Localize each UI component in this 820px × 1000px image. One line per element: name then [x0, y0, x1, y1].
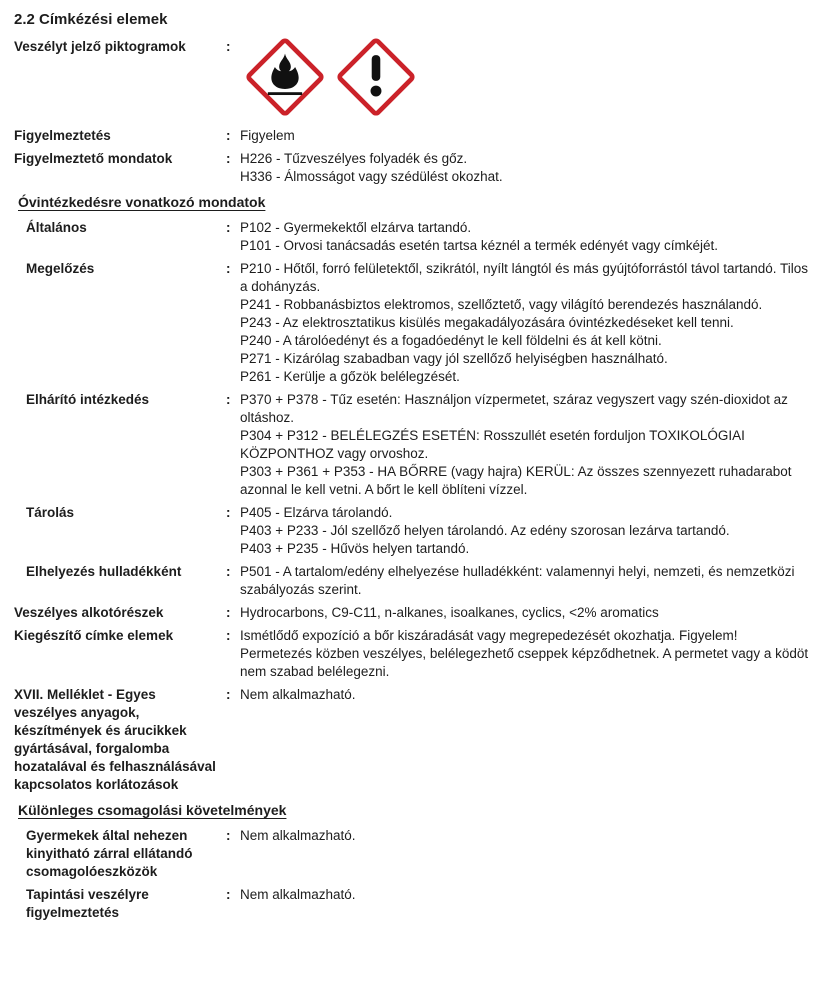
value-line: P240 - A tárolóedényt és a fogadóedényt le kell földelni és át kell kötni. [240, 333, 662, 348]
value-line: P243 - Az elektrosztatikus kisülés megakadályozására óvintézkedéseket kell tenni. [240, 315, 734, 330]
field-value [240, 563, 814, 599]
field-label: Tapintási veszélyre figyelmeztetés [26, 887, 149, 920]
field-value [240, 886, 814, 904]
field-label: Figyelmeztetés [14, 128, 111, 143]
field-value [240, 391, 814, 499]
field-label: Gyermekek által nehezen kinyitható zárral ellátandó csomagolóeszközök [26, 828, 193, 879]
value-line: Figyelem [240, 128, 295, 143]
field-label: Általános [26, 220, 87, 235]
field-value [240, 219, 814, 255]
value-line: Nem alkalmazható. [240, 828, 356, 843]
page-title: 2.2 Címkézési elemek [14, 11, 168, 28]
value-line: P271 - Kizárólag szabadban vagy jól szellőző helyiségben használható. [240, 351, 668, 366]
field-row [14, 627, 814, 681]
value-line: H226 - Tűzveszélyes folyadék és gőz. [240, 151, 468, 166]
value-line: Ismétlődő expozíció a bőr kiszáradását vagy megrepedezését okozhatja. Figyelem! Permetezés közben veszélyes, belélegezhető cseppek képződhetnek. A permetet vagy a ködöt nem szabad belélegezni. [240, 628, 809, 679]
field-row [14, 391, 814, 499]
section-heading: Óvintézkedésre vonatkozó mondatok [18, 194, 266, 210]
value-line: P403 + P235 - Hűvös helyen tartandó. [240, 541, 470, 556]
field-label: Elhelyezés hulladékként [26, 564, 182, 579]
field-value [240, 260, 814, 386]
field-value [240, 504, 814, 558]
colon-separator: : [226, 39, 231, 54]
value-line: P370 + P378 - Tűz esetén: Használjon vízpermetet, száraz vegyszert vagy szén-dioxidot az oltáshoz. [240, 392, 788, 425]
field-row [14, 563, 814, 599]
hazard-pictograms-row [14, 38, 814, 118]
value-line: P261 - Kerülje a gőzök belélegzését. [240, 369, 460, 384]
colon-separator: : [226, 151, 231, 166]
field-label: Tárolás [26, 505, 75, 520]
field-label: Kiegészítő címke elemek [14, 628, 174, 643]
colon-separator: : [226, 128, 231, 143]
field-value [240, 150, 814, 186]
field-row [14, 827, 814, 881]
value-line: P210 - Hőtől, forró felületektől, szikrától, nyílt lángtól és más gyújtóforrástól távol tartandó. Tilos a dohányzás. [240, 261, 809, 294]
field-value [240, 827, 814, 845]
value-line: P102 - Gyermekektől elzárva tartandó. [240, 220, 472, 235]
field-row [14, 686, 814, 794]
colon-separator: : [226, 220, 231, 235]
colon-separator: : [226, 392, 231, 407]
flame-underline-bar [268, 92, 302, 95]
value-line: P304 + P312 - BELÉLEGZÉS ESETÉN: Rosszullét esetén forduljon TOXIKOLÓGIAI KÖZPONTHOZ vagy orvoshoz. [240, 428, 745, 461]
colon-separator: : [226, 564, 231, 579]
field-value [240, 604, 814, 622]
field-label: Megelőzés [26, 261, 95, 276]
colon-separator: : [226, 828, 231, 843]
field-value [240, 127, 814, 145]
ghs-flame-pictogram [246, 38, 324, 116]
field-label: Figyelmeztető mondatok [14, 151, 173, 166]
field-row [14, 150, 814, 186]
colon-separator: : [226, 605, 231, 620]
value-line: H336 - Álmosságot vagy szédülést okozhat. [240, 169, 503, 184]
field-row [14, 504, 814, 558]
field-row [14, 604, 814, 622]
value-line: Hydrocarbons, C9-C11, n-alkanes, isoalkanes, cyclics, <2% aromatics [240, 605, 659, 620]
exclamation-icon [372, 55, 381, 81]
field-label: XVII. Melléklet - Egyes veszélyes anyagok, készítmények és árucikkek gyártásával, forgalomba hozatalával és felhasználásával kapcsolatos korlátozások [14, 687, 216, 792]
rows [14, 127, 814, 922]
value-line: P101 - Orvosi tanácsadás esetén tartsa kéznél a termék edényét vagy címkéjét. [240, 238, 718, 253]
colon-separator: : [226, 628, 231, 643]
field-value [240, 627, 814, 681]
field-row [14, 219, 814, 255]
field-row [14, 886, 814, 922]
colon-separator: : [226, 687, 231, 702]
value-line: P303 + P361 + P353 - HA BŐRRE (vagy hajra) KERÜL: Az összes szennyezett ruhadarabot azonnal le kell vetni. A bőrt le kell öblíteni vízzel. [240, 464, 792, 497]
colon-separator: : [226, 505, 231, 520]
value-line: P405 - Elzárva tárolandó. [240, 505, 393, 520]
section-heading: Különleges csomagolási követelmények [18, 802, 287, 818]
field-row [14, 260, 814, 386]
value-line: P241 - Robbanásbiztos elektromos, szellőztető, vagy világító berendezés használandó. [240, 297, 763, 312]
colon-separator: : [226, 261, 231, 276]
field-label: Elhárító intézkedés [26, 392, 150, 407]
value-line: P501 - A tartalom/edény elhelyezése hulladékként: valamennyi helyi, nemzeti, és nemzetközi szabályozás szerint. [240, 564, 795, 597]
value-line: P403 + P233 - Jól szellőző helyen tárolandó. Az edény szorosan lezárva tartandó. [240, 523, 730, 538]
pictogram-strip [246, 38, 810, 116]
value-line: Nem alkalmazható. [240, 887, 356, 902]
field-value [240, 686, 814, 704]
field-label: Veszélyes alkotórészek [14, 605, 164, 620]
colon-separator: : [226, 887, 231, 902]
ghs-exclamation-pictogram [337, 38, 415, 116]
value-line: Nem alkalmazható. [240, 687, 356, 702]
exclamation-dot [371, 86, 382, 97]
field-row [14, 127, 814, 145]
hazard-pictograms-label: Veszélyt jelző piktogramok [14, 39, 186, 54]
